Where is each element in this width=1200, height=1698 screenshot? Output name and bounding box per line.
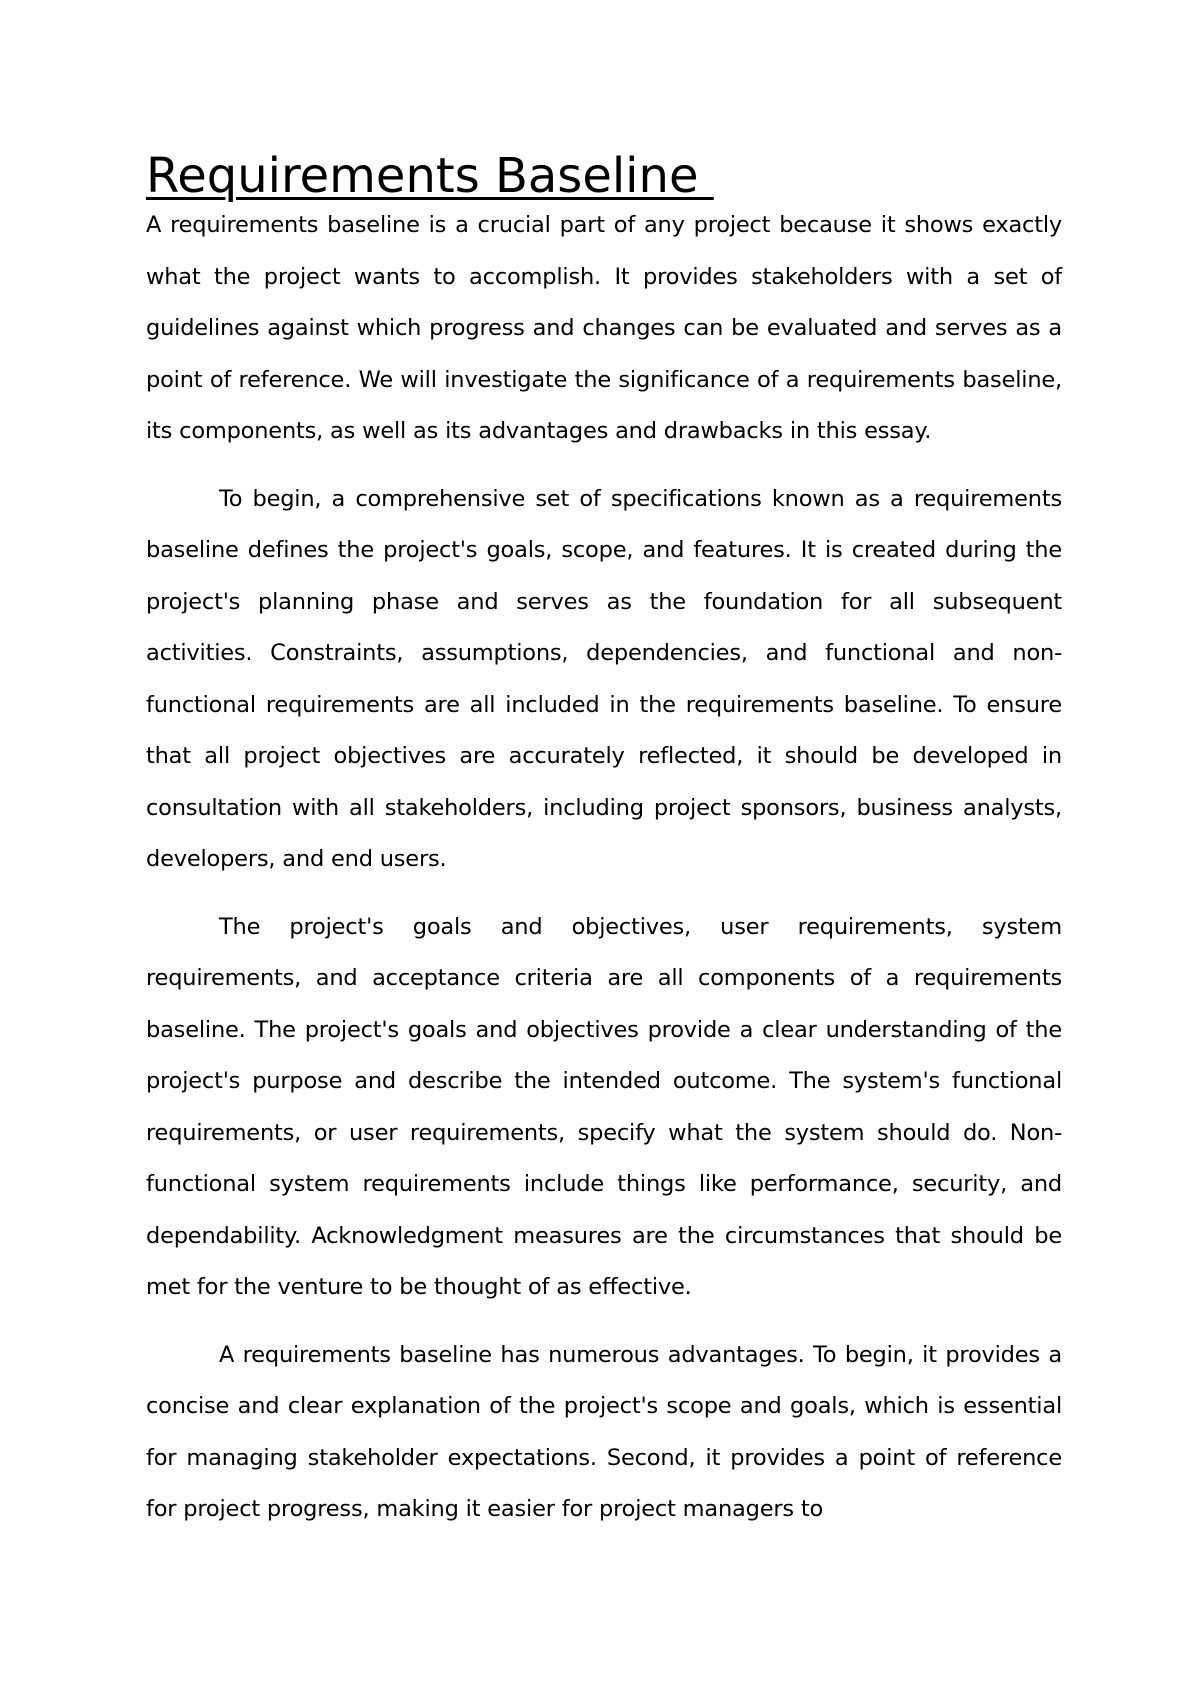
paragraph-definition: To begin, a comprehensive set of specifications known as a requirements baseline defines the project's goals, scope, and features. It is created during the project's planning phase and serves as the foundation for all subsequent activities. Constraints, assumptions, dependencies, and functional and non-functional requirements are all included in the requirements baseline. To ensure that all project objectives are accurately reflected, it should be developed in consultation with all stakeholders, including project sponsors, business analysts, developers, and end users.	[146, 485, 1062, 872]
document-title: Requirements Baseline	[146, 148, 714, 204]
paragraph-introduction: A requirements baseline is a crucial part of any project because it shows exactly what the project wants to accomplish. It provides stakeholders with a set of guidelines against which progress and changes can be evaluated and serves as a point of reference. We will investigate the significance of a requirements baseline, its components, as well as its advantages and drawbacks in this essay.	[146, 212, 1062, 444]
paragraph-advantages: A requirements baseline has numerous advantages. To begin, it provides a concise and clear explanation of the project's scope and goals, which is essential for managing stakeholder expectations. Second, it provides a point of reference for project progress, making it easier for project managers to	[146, 1341, 1062, 1522]
document-body	[146, 148, 1062, 1536]
paragraph-components: The project's goals and objectives, user requirements, system requirements, and acceptance criteria are all components of a requirements baseline. The project's goals and objectives provide a clear understanding of the project's purpose and describe the intended outcome. The system's functional requirements, or user requirements, specify what the system should do. Non-functional system requirements include things like performance, security, and dependability. Acknowledgment measures are the circumstances that should be met for the venture to be thought of as effective.	[146, 913, 1062, 1300]
